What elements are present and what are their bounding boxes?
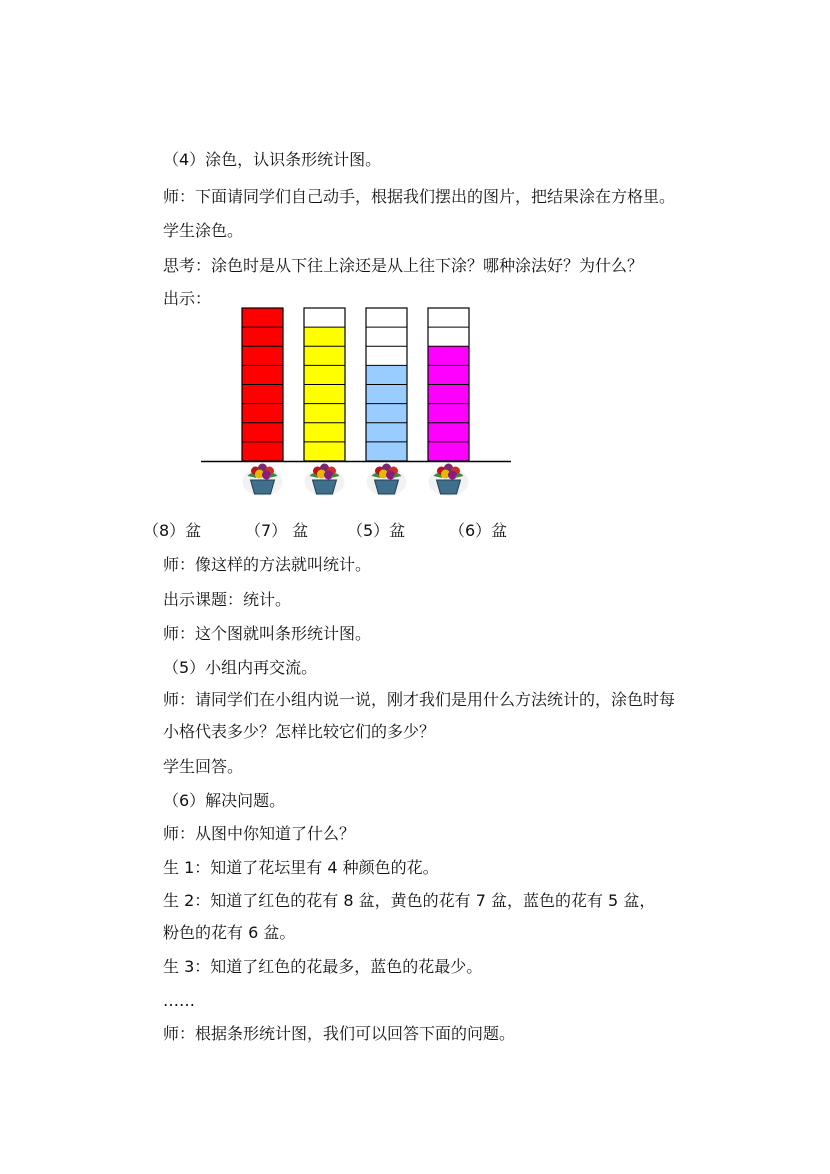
bar-frame — [304, 308, 345, 461]
bar-frame — [428, 308, 469, 461]
text-line-17: 粉色的花有 6 盆。 — [163, 923, 296, 942]
text-line-20: 师：根据条形统计图，我们可以回答下面的问题。 — [163, 1024, 516, 1043]
category-label: （6）盆 — [449, 521, 508, 540]
text-line-13: （6）解决问题。 — [163, 791, 286, 810]
text-line-4: 思考：涂色时是从下往上涂还是从上往下涂？哪种涂法好？为什么？ — [163, 256, 644, 275]
bar-column — [366, 308, 407, 461]
text-line-10: 师：请同学们在小组内说一说，刚才我们是用什么方法统计的，涂色时每 — [163, 690, 676, 709]
text-line-1: （4）涂色，认识条形统计图。 — [163, 150, 382, 169]
text-line-8: 师：这个图就叫条形统计图。 — [163, 624, 372, 643]
bar-column — [304, 308, 345, 461]
text-line-3: 学生涂色。 — [163, 221, 244, 240]
text-line-19: …… — [163, 991, 195, 1010]
category-label: （7） 盆 — [245, 521, 309, 540]
text-line-18: 生 3：知道了红色的花最多，蓝色的花最少。 — [163, 957, 483, 976]
text-line-7: 出示课题：统计。 — [163, 590, 292, 609]
text-line-6: 师：像这样的方法就叫统计。 — [163, 555, 372, 574]
bar — [366, 365, 407, 461]
text-line-14: 师：从图中你知道了什么？ — [163, 824, 356, 843]
text-line-15: 生 1：知道了花坛里有 4 种颜色的花。 — [163, 858, 439, 877]
bar-frame — [366, 308, 407, 461]
text-line-11: 小格代表多少？怎样比较它们的多少？ — [163, 722, 436, 741]
flower-pot-icon — [429, 464, 469, 497]
category-label: （8）盆 — [143, 521, 202, 540]
flower-pot-icon — [367, 464, 407, 497]
bar-column — [242, 308, 283, 461]
text-line-16: 生 2：知道了红色的花有 8 盆，黄色的花有 7 盆，蓝色的花有 5 盆， — [163, 891, 656, 910]
category-label: （5）盆 — [347, 521, 406, 540]
text-line-9: （5）小组内再交流。 — [163, 658, 318, 677]
bar-column — [428, 308, 469, 461]
flower-pot-icon — [305, 464, 345, 497]
text-line-12: 学生回答。 — [163, 757, 244, 776]
flower-pot-icon — [243, 464, 283, 497]
text-line-2: 师：下面请同学们自己动手，根据我们摆出的图片，把结果涂在方格里。 — [163, 187, 676, 206]
bar — [304, 327, 345, 461]
bar — [242, 308, 283, 461]
bar-frame — [242, 308, 283, 461]
text-line-5: 出示： — [163, 289, 212, 308]
bar — [428, 346, 469, 461]
